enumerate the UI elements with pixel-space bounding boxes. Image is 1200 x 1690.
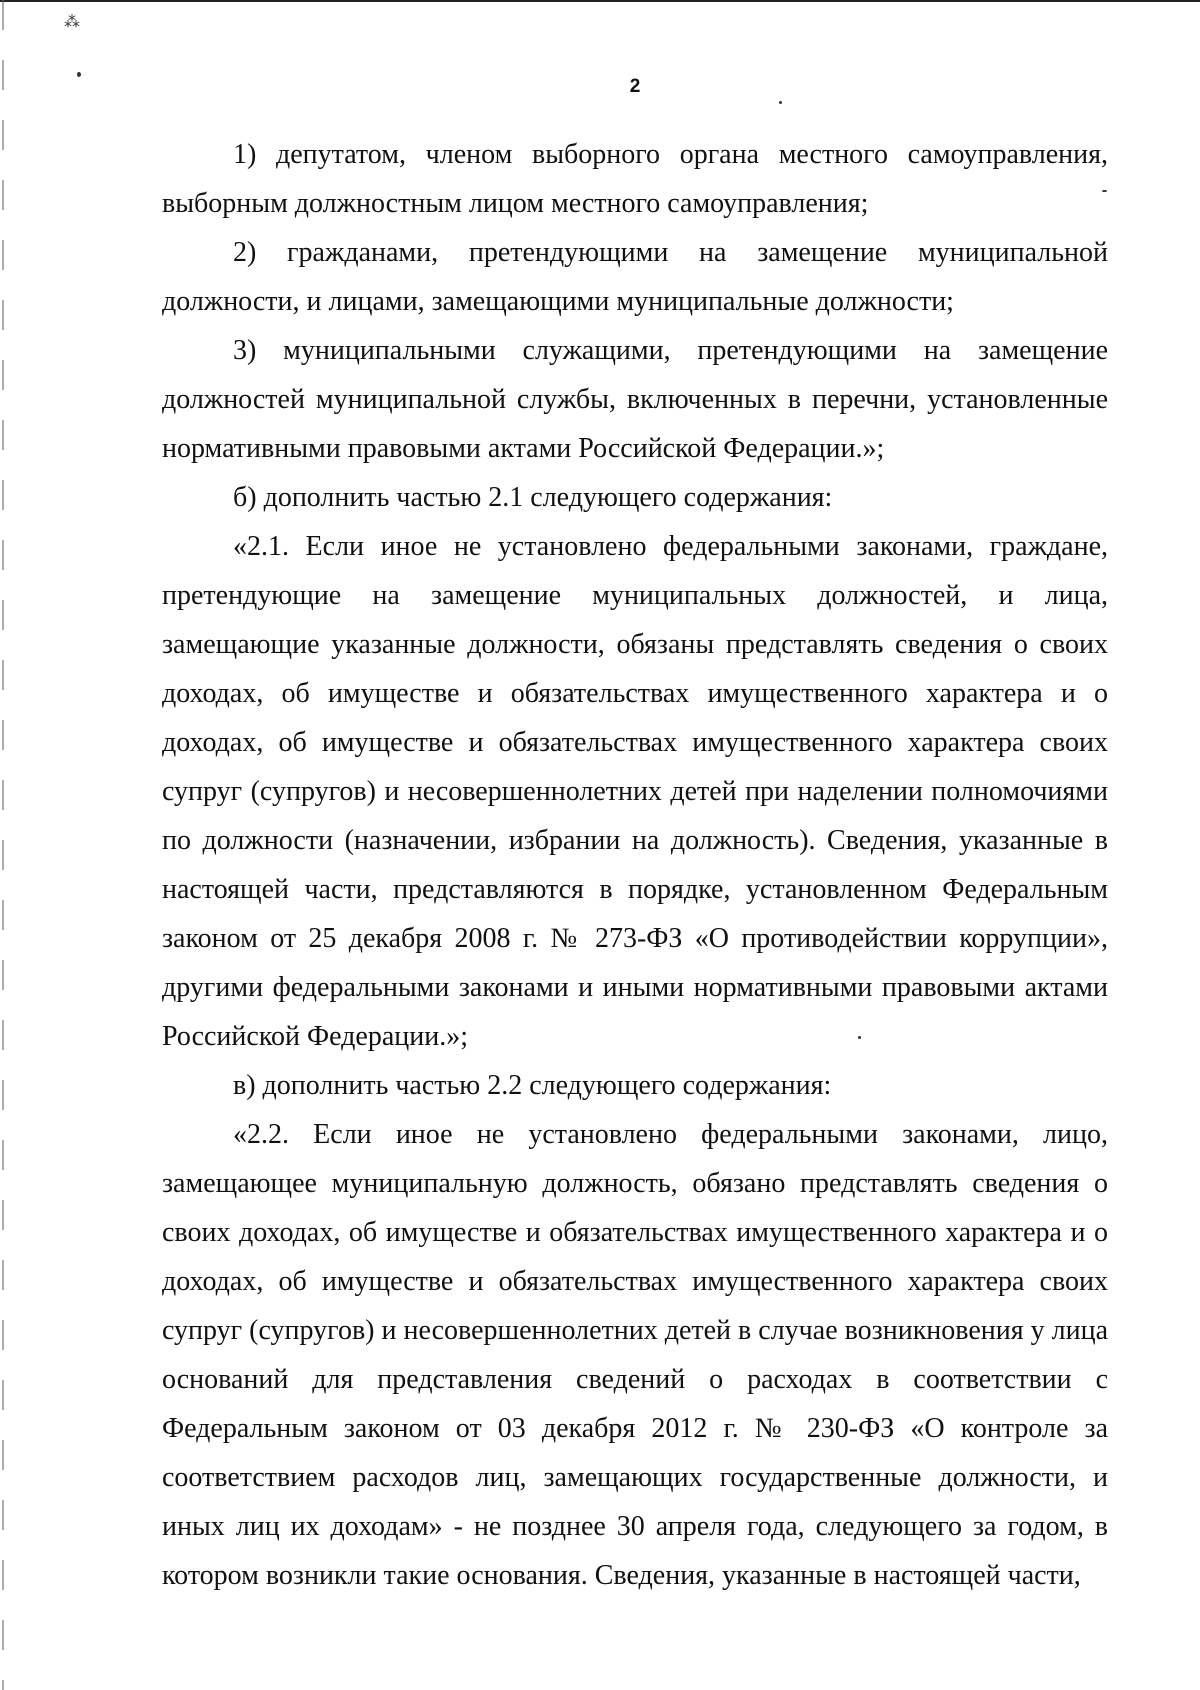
paragraph-3: 3) муниципальными служащими, претендующими на замещение должностей муниципальной службы, включенных в перечни, установленные нормативными правовыми актами Российской Федерации.»; bbox=[162, 335, 1108, 464]
scan-mark-icon: ⁂ bbox=[64, 12, 80, 31]
page-number: 2 bbox=[629, 76, 641, 97]
paragraph-2: 2) гражданами, претендующими на замещение муниципальной должности, и лицами, замещающими муниципальные должности; bbox=[162, 237, 1108, 317]
paragraph-1: 1) депутатом, членом выборного органа местного самоуправления, выборным должностным лицом местного самоуправления; bbox=[162, 139, 1108, 219]
paragraph-6: в) дополнить частью 2.2 следующего содержания: bbox=[233, 1070, 832, 1101]
paragraph-5: «2.1. Если иное не установлено федеральными законами, граждане, претендующие на замещение муниципальных должностей, и лица, замещающие указанные должности, обязаны представлять сведения о своих доходах, об имуществе и обязательствах имущественного характера и о доходах, об имуществе и обязательствах имущественного характера своих супруг (супругов) и несовершеннолетних детей при наделении полномочиями по должности (назначении, избрании на должность). Сведения, указанные в настоящей части, представляются в порядке, установленном Федеральным законом от 25 декабря 2008 г. № 273-ФЗ «О противодействии коррупции», другими федеральными законами и иными нормативными правовыми актами Российской Федерации.»; bbox=[162, 531, 1108, 1052]
paragraph-4: б) дополнить частью 2.1 следующего содержания: bbox=[233, 482, 833, 513]
scan-top-edge bbox=[0, 0, 1200, 2]
document-body bbox=[162, 130, 1108, 1600]
scan-speck bbox=[779, 101, 782, 104]
scan-left-edge bbox=[2, 0, 4, 1690]
paragraph-7: «2.2. Если иное не установлено федеральными законами, лицо, замещающее муниципальную должность, обязано представлять сведения о своих доходах, об имуществе и обязательствах имущественного характера и о доходах, об имуществе и обязательствах имущественного характера своих супруг (супругов) и несовершеннолетних детей в случае возникновения у лица оснований для представления сведений о расходах в соответствии с Федеральным законом от 03 декабря 2012 г. № 230-ФЗ «О контроле за соответствием расходов лиц, замещающих государственные должности, и иных лиц их доходам» - не позднее 30 апреля года, следующего за годом, в котором возникли такие основания. Сведения, указанные в настоящей части, bbox=[162, 1119, 1108, 1591]
